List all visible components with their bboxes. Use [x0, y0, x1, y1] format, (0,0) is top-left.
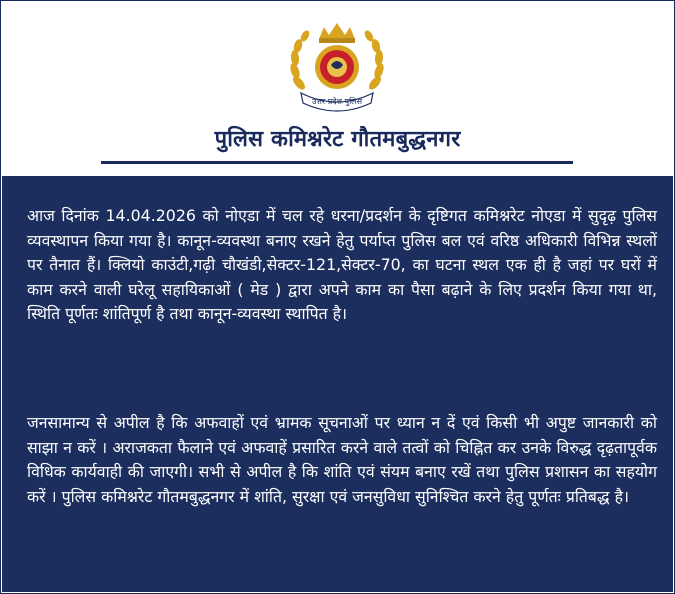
header — [1, 1, 674, 176]
title-underline-divider — [101, 161, 573, 164]
notice-paragraph-1: आज दिनांक 14.04.2026 को नोएडा में चल रहे धरना/प्रदर्शन के दृष्टिगत कमिश्नरेट नोएडा में सुदृढ़ पुलिस व्यवस्थापन किया गया है। कानून-व्यवस्था बनाए रखने हेतु पर्याप्त पुलिस बल एवं वरिष्ठ अधिकारी विभिन्न स्थलों पर तैनात हैं। क्लियो काउंटी,गढ़ी चौखंडी,सेक्टर-121,सेक्टर-70, का घटना स्थल एक ही है जहां पर घरों में काम करने वाली घरेलू सहायिकाओं ( मेड ) द्वारा अपने काम का पैसा बढ़ाने के लिए प्रदर्शन किया गया था, स्थिति पूर्णतः शांतिपूर्ण है तथा कानून-व्यवस्था स्थापित है। — [27, 206, 657, 323]
notice-paragraph-2: जनसामान्य से अपील है कि अफवाहों एवं भ्रामक सूचनाओं पर ध्यान न दें एवं किसी भी अपुष्ट जानकारी को साझा न करें । अराजकता फैलाने एवं अफवाहें प्रसारित करने वाले तत्वों को चिह्नित कर उनके विरुद्ध दृढ़तापूर्वक विधिक कार्यवाही की जाएगी। सभी से अपील है कि शांति एवं संयम बनाए रखें तथा पुलिस प्रशासन का सहयोग करें । पुलिस कमिश्नरेट गौतमबुद्धनगर में शांति, सुरक्षा एवं जनसुविधा सुनिश्चित करने हेतु पूर्णतः प्रतिबद्ध है। — [27, 413, 657, 506]
up-police-emblem-logo — [279, 19, 395, 115]
page-title: पुलिस कमिश्नरेट गौतमबुद्धनगर — [214, 127, 461, 152]
emblem-banner-text: उत्तर प्रदेश पुलिस — [312, 97, 362, 106]
